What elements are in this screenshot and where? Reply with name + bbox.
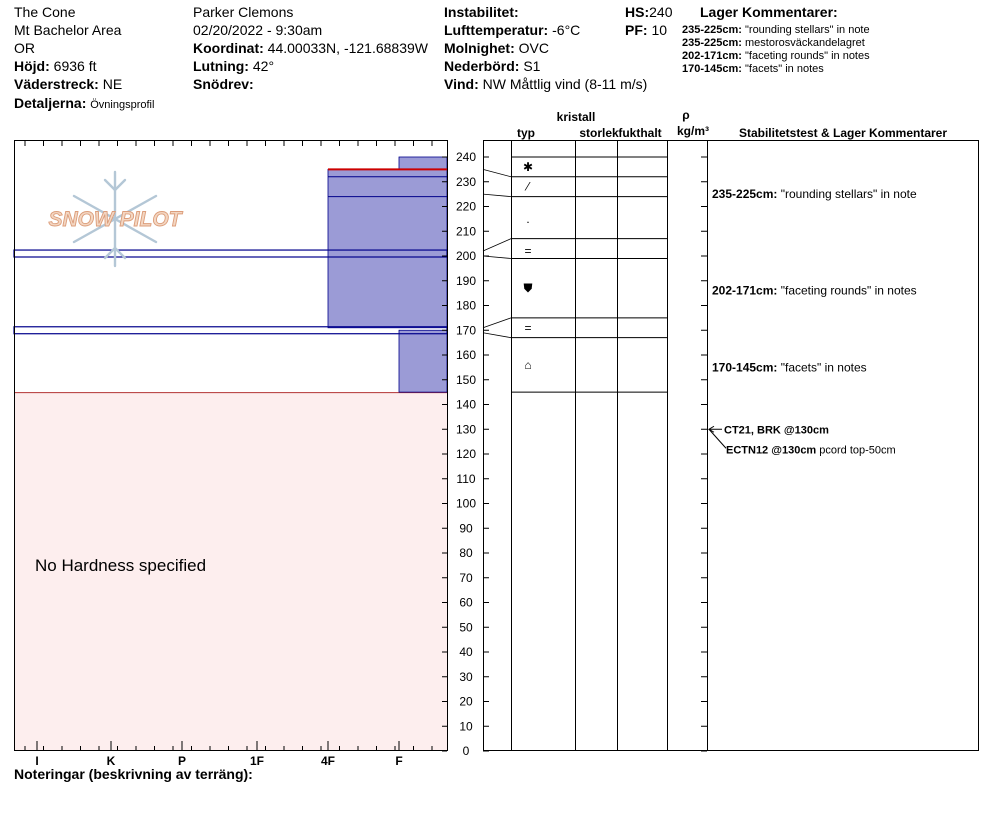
depth-label: 80 (459, 546, 473, 560)
comment-text: "facets" in notes (777, 360, 867, 375)
layer-connector (483, 256, 511, 258)
depth-label: 40 (459, 645, 473, 659)
wind-value: NW Måttlig vind (8-11 m/s) (482, 76, 648, 92)
hardness-tick-label: 1F (249, 754, 265, 768)
depth-label: 150 (455, 372, 477, 387)
grain-symbols (523, 160, 533, 372)
stability-test-label: CT21, BRK @130cm (724, 424, 829, 437)
depth-label: 130 (455, 422, 477, 437)
snowpilot-logo (49, 172, 184, 266)
depth-label: 30 (459, 669, 473, 684)
layer-connector (483, 333, 511, 338)
area: Mt Bachelor Area (14, 22, 122, 38)
depth-label: 10 (459, 719, 473, 734)
depth-label: 20 (459, 694, 473, 709)
airtemp-value: -6°C (552, 22, 581, 38)
slope-value: 42° (252, 58, 275, 74)
hardness-bar (399, 157, 447, 169)
layer-connector (483, 318, 511, 328)
hardness-tick-label: 4F (320, 754, 336, 768)
aspect-label: Väderstreck: (14, 76, 99, 92)
pf-label: PF: (625, 22, 648, 38)
details-label: Detaljerna: (14, 95, 87, 111)
terrain-notes-label: Noteringar (beskrivning av terräng): (14, 766, 253, 782)
layer-comment-chart (712, 187, 917, 201)
depth-label: 70 (459, 570, 473, 585)
layer-comment: 170-145cm: "facets" in notes (682, 63, 824, 75)
precip-value: S1 (523, 58, 541, 74)
hs-label: HS: (625, 4, 650, 20)
col-stability: Stabilitetstest & Lager Kommentarer (738, 126, 948, 140)
location: The Cone (14, 4, 76, 20)
depth-label: 200 (455, 249, 477, 263)
layer-comment-chart (712, 284, 917, 298)
comment-text: "faceting rounds" in notes (777, 283, 917, 298)
grain-symbol: ✱ (522, 159, 534, 174)
no-hardness-area (14, 392, 447, 751)
col-type: typ (517, 126, 535, 140)
precip-label: Nederbörd: (444, 58, 520, 74)
stability-tests (709, 424, 896, 456)
slope-label: Lutning: (193, 58, 249, 74)
hardness-bar (399, 330, 447, 392)
hardness-bars (14, 157, 447, 392)
depth-label: 220 (455, 199, 477, 214)
aspect-value: NE (102, 76, 123, 92)
depth-label: 110 (456, 471, 476, 486)
depth-label: 100 (455, 496, 477, 511)
depth-label: 90 (459, 521, 473, 536)
wind-label: Vind: (444, 76, 479, 92)
hardness-tick-label: F (395, 754, 403, 768)
sky-label: Molnighet: (444, 40, 515, 56)
elevation-label: Höjd: (14, 58, 50, 74)
drift-label: Snödrev: (193, 76, 254, 92)
datetime: 02/20/2022 - 9:30am (193, 22, 323, 38)
column-headers (517, 108, 947, 140)
hardness-tick-label: I (35, 754, 39, 768)
instability-label: Instabilitet: (444, 4, 519, 20)
details-value: Övningsprofil (90, 99, 155, 111)
coord-value: 44.00033N, -121.68839W (267, 40, 428, 56)
comment-text: "rounding stellars" in note (777, 187, 917, 202)
col-crystal: kristall (556, 110, 596, 124)
comment-range: 235-225cm: (712, 187, 778, 202)
depth-label: 0 (462, 744, 470, 758)
hs-value: 240 (649, 4, 673, 20)
depth-label: 180 (455, 298, 477, 313)
hardness-bar (328, 169, 447, 327)
stability-test-note: pcord top-50cm (816, 444, 896, 457)
depth-label: 120 (455, 447, 477, 461)
layer-comment-chart (712, 360, 867, 374)
grain-symbol: ⁄ (526, 179, 530, 194)
stability-test-name: ECTN12 @130cm (726, 444, 817, 457)
layer-comment: 235-225cm: "rounding stellars" in note (682, 24, 870, 36)
depth-label: 160 (455, 348, 477, 362)
layer-comment: 235-225cm: mestorosväckandelagret (682, 37, 865, 49)
col-size: storlek (579, 126, 619, 140)
depth-label: 240 (455, 150, 477, 164)
logo-text: SNOW PILOT (48, 208, 182, 231)
depth-label: 50 (459, 620, 473, 635)
col-rho: ρ (682, 108, 690, 122)
depth-label: 210 (455, 224, 477, 239)
hardness-tick-label: P (177, 754, 187, 768)
grain-symbol: = (524, 320, 532, 335)
hardness-tick-label: K (106, 754, 116, 768)
airtemp-label: Lufttemperatur: (444, 22, 549, 38)
stability-test-label (726, 444, 896, 456)
depth-label: 230 (455, 174, 477, 189)
elevation-value: 6936 ft (53, 58, 97, 74)
grain-symbol: ⌂ (524, 357, 532, 372)
layer-comments-title: Lager Kommentarer: (700, 4, 838, 20)
pf-value: 10 (651, 22, 668, 38)
col-density: kg/m³ (676, 124, 710, 138)
layer-connector (483, 194, 511, 196)
depth-label: 170 (455, 323, 477, 338)
depth-label: 190 (455, 273, 477, 288)
observer: Parker Clemons (193, 4, 294, 20)
depth-label: 140 (455, 397, 477, 412)
comment-range: 170-145cm: (712, 360, 778, 375)
grain-symbol: ⛊ (523, 281, 533, 296)
layer-comments-chart (712, 187, 917, 374)
no-hardness-label: No Hardness specified (35, 556, 207, 575)
depth-label: 60 (459, 595, 473, 610)
col-moisture: fukthalt (618, 126, 662, 140)
layer-connector (483, 239, 511, 251)
grain-symbol: = (524, 244, 532, 259)
state: OR (14, 40, 35, 56)
grain-symbol: · (526, 214, 530, 229)
comment-range: 202-171cm: (712, 283, 778, 298)
coord-label: Koordinat: (193, 40, 264, 56)
layer-comment: 202-171cm: "faceting rounds" in notes (682, 50, 870, 62)
sky-value: OVC (518, 40, 549, 56)
layer-connector (483, 169, 511, 176)
